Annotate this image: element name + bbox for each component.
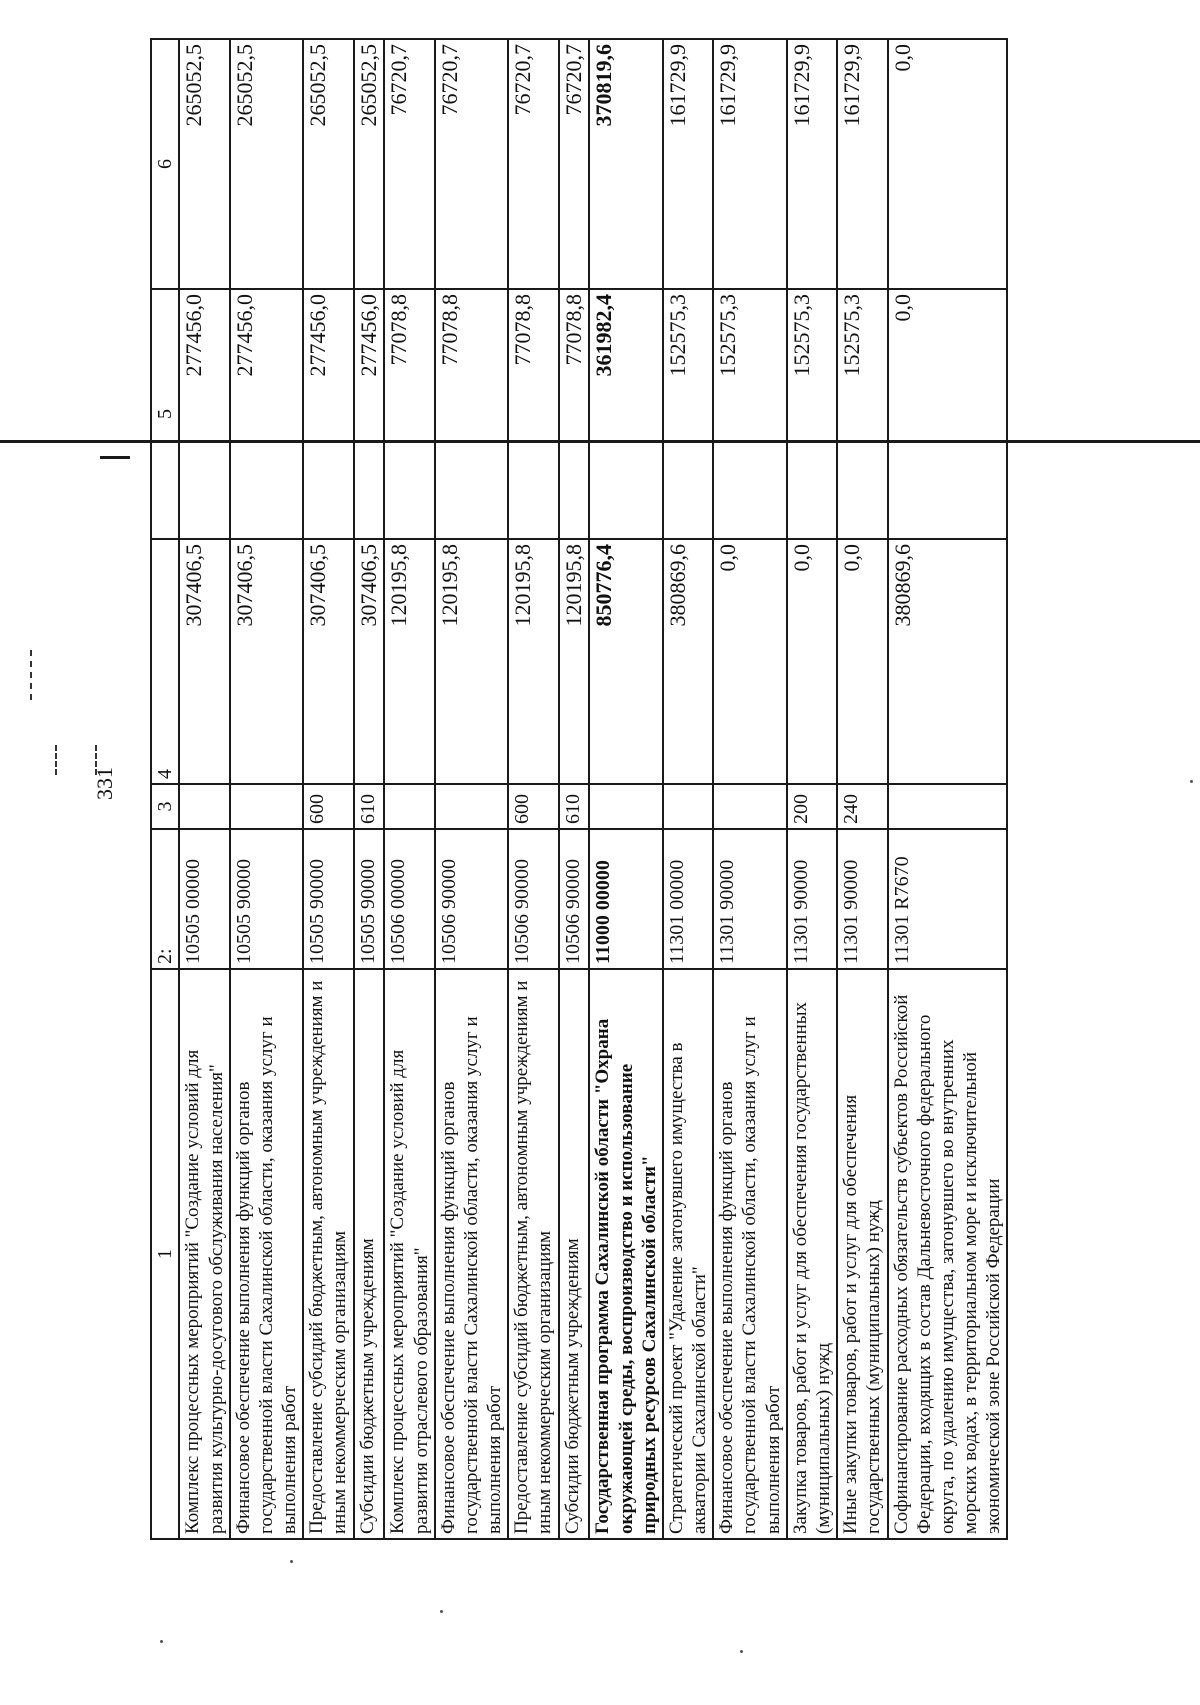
scan-artifact-dot — [160, 1640, 163, 1643]
row-expense-type-cell: 600 — [508, 784, 558, 829]
row-name-cell: Предоставление субсидий бюджетным, автономным учреждениям и иным некоммерческим организациям — [303, 969, 353, 1539]
row-amount-col5-cell: 152575,3 — [713, 289, 787, 539]
row-amount-col4-cell: 120195,8 — [435, 539, 509, 784]
row-amount-col5-cell: 77078,8 — [435, 289, 509, 539]
row-amount-col4-cell: 307406,5 — [230, 539, 304, 784]
row-amount-col5-cell: 152575,3 — [837, 289, 887, 539]
table-row — [179, 39, 229, 1539]
row-amount-col4-cell: 0,0 — [713, 539, 787, 784]
row-amount-col6-cell: 265052,5 — [354, 39, 385, 289]
table-row — [384, 39, 434, 1539]
row-amount-col6-cell: 76720,7 — [559, 39, 590, 289]
row-expense-type-cell — [384, 784, 434, 829]
scan-artifact-line — [0, 440, 1200, 443]
row-expense-type-cell: 240 — [837, 784, 887, 829]
row-expense-type-cell — [230, 784, 304, 829]
header-cell-4: 4 — [151, 539, 179, 784]
table-row — [559, 39, 590, 1539]
table-row — [508, 39, 558, 1539]
row-code-cell: 11301 90000 — [837, 829, 887, 969]
row-code-cell: 10505 90000 — [354, 829, 385, 969]
scan-artifact-line — [100, 456, 130, 459]
table-row — [303, 39, 353, 1539]
row-name-cell: Закупка товаров, работ и услуг для обеспечения государственных (муниципальных) нужд — [787, 969, 837, 1539]
row-expense-type-cell: 610 — [559, 784, 590, 829]
table-row — [230, 39, 304, 1539]
row-code-cell: 11000 00000 — [589, 829, 663, 969]
row-code-cell: 11301 90000 — [787, 829, 837, 969]
row-amount-col4-cell: 307406,5 — [354, 539, 385, 784]
row-expense-type-cell — [663, 784, 713, 829]
row-expense-type-cell — [435, 784, 509, 829]
scan-artifact-dot — [290, 1560, 293, 1563]
row-code-cell: 11301 00000 — [663, 829, 713, 969]
budget-table — [150, 38, 1008, 1540]
row-code-cell: 11301 R7670 — [888, 829, 1008, 969]
table-row — [354, 39, 385, 1539]
row-name-cell: Предоставление субсидий бюджетным, автономным учреждениям и иным некоммерческим организациям — [508, 969, 558, 1539]
row-code-cell: 10506 90000 — [508, 829, 558, 969]
row-amount-col4-cell: 850776,4 — [589, 539, 663, 784]
header-cell-6: 6 — [151, 39, 179, 289]
table-row — [713, 39, 787, 1539]
row-name-cell: Комплекс процессных мероприятий "Создание условий для развития отраслевого образования" — [384, 969, 434, 1539]
header-cell-2: 2: — [151, 829, 179, 969]
row-amount-col5-cell: 152575,3 — [787, 289, 837, 539]
row-amount-col5-cell: 277456,0 — [230, 289, 304, 539]
row-expense-type-cell: 610 — [354, 784, 385, 829]
row-name-cell: Финансовое обеспечение выполнения функций органов государственной власти Сахалинской области, оказания услуг и выполнения работ — [435, 969, 509, 1539]
row-code-cell: 10506 90000 — [559, 829, 590, 969]
row-expense-type-cell — [179, 784, 229, 829]
row-amount-col5-cell: 277456,0 — [303, 289, 353, 539]
header-row — [151, 39, 179, 1539]
scan-artifact-dot — [440, 1610, 443, 1613]
row-amount-col5-cell: 77078,8 — [508, 289, 558, 539]
row-amount-col5-cell: 77078,8 — [384, 289, 434, 539]
row-code-cell: 10505 90000 — [230, 829, 304, 969]
row-name-cell: Государственная программа Сахалинской области "Охрана окружающей среды, воспроизводство и использование природных ресурсов Сахалинской области" — [589, 969, 663, 1539]
row-expense-type-cell — [589, 784, 663, 829]
row-amount-col4-cell: 307406,5 — [303, 539, 353, 784]
rotated-page-content — [150, 40, 1005, 1540]
row-amount-col5-cell: 0,0 — [888, 289, 1008, 539]
header-cell-5: 5 — [151, 289, 179, 539]
table-row — [663, 39, 713, 1539]
row-amount-col6-cell: 161729,9 — [787, 39, 837, 289]
row-amount-col4-cell: 120195,8 — [384, 539, 434, 784]
table-row — [589, 39, 663, 1539]
row-code-cell: 10505 00000 — [179, 829, 229, 969]
row-name-cell: Комплекс процессных мероприятий "Создание условий для развития культурно-досугового обслуживания населения" — [179, 969, 229, 1539]
row-expense-type-cell — [713, 784, 787, 829]
row-amount-col6-cell: 370819,6 — [589, 39, 663, 289]
row-amount-col4-cell: 380869,6 — [888, 539, 1008, 784]
table-row — [435, 39, 509, 1539]
row-expense-type-cell — [888, 784, 1008, 829]
row-name-cell: Иные закупки товаров, работ и услуг для обеспечения государственных (муниципальных) нужд — [837, 969, 887, 1539]
row-amount-col4-cell: 120195,8 — [559, 539, 590, 784]
row-amount-col6-cell: 161729,9 — [837, 39, 887, 289]
row-code-cell: 10505 90000 — [303, 829, 353, 969]
row-amount-col5-cell: 152575,3 — [663, 289, 713, 539]
row-amount-col4-cell: 120195,8 — [508, 539, 558, 784]
row-name-cell: Субсидии бюджетным учреждениям — [559, 969, 590, 1539]
row-code-cell: 10506 90000 — [435, 829, 509, 969]
row-amount-col5-cell: 77078,8 — [559, 289, 590, 539]
row-name-cell: Софинансирование расходных обязательств субъектов Российской Федерации, входящих в состав Дальневосточного федерального округа, по удалению имущества, затонувшего во внутренних морских водах, в территориальном море и исключительной экономической зоне Российской Федерации — [888, 969, 1008, 1539]
row-amount-col6-cell: 76720,7 — [384, 39, 434, 289]
row-amount-col4-cell: 0,0 — [787, 539, 837, 784]
row-amount-col6-cell: 0,0 — [888, 39, 1008, 289]
row-amount-col6-cell: 76720,7 — [508, 39, 558, 289]
row-amount-col6-cell: 265052,5 — [230, 39, 304, 289]
row-amount-col5-cell: 361982,4 — [589, 289, 663, 539]
row-amount-col4-cell: 380869,6 — [663, 539, 713, 784]
row-amount-col6-cell: 161729,9 — [663, 39, 713, 289]
header-cell-1: 1 — [151, 969, 179, 1539]
header-cell-3: 3 — [151, 784, 179, 829]
row-amount-col5-cell: 277456,0 — [354, 289, 385, 539]
scan-artifact-dash — [55, 745, 57, 775]
row-amount-col6-cell: 265052,5 — [303, 39, 353, 289]
row-amount-col4-cell: 307406,5 — [179, 539, 229, 784]
row-amount-col6-cell: 265052,5 — [179, 39, 229, 289]
row-amount-col6-cell: 161729,9 — [713, 39, 787, 289]
scan-artifact-dot — [740, 1650, 743, 1653]
page-number: 331 — [92, 767, 117, 800]
table-row — [787, 39, 837, 1539]
row-name-cell: Субсидии бюджетным учреждениям — [354, 969, 385, 1539]
row-name-cell: Финансовое обеспечение выполнения функций органов государственной власти Сахалинской области, оказания услуг и выполнения работ — [230, 969, 304, 1539]
table-row — [888, 39, 1008, 1539]
row-name-cell: Финансовое обеспечение выполнения функций органов государственной власти Сахалинской области, оказания услуг и выполнения работ — [713, 969, 787, 1539]
table-row — [837, 39, 887, 1539]
row-amount-col5-cell: 277456,0 — [179, 289, 229, 539]
scan-artifact-dot — [1190, 780, 1193, 783]
row-code-cell: 10506 00000 — [384, 829, 434, 969]
row-amount-col4-cell: 0,0 — [837, 539, 887, 784]
row-amount-col6-cell: 76720,7 — [435, 39, 509, 289]
row-name-cell: Стратегический проект "Удаление затонувшего имущества в акватории Сахалинской области" — [663, 969, 713, 1539]
scan-artifact-dash — [30, 650, 32, 700]
row-expense-type-cell: 600 — [303, 784, 353, 829]
scan-artifact-dash — [95, 745, 97, 775]
row-code-cell: 11301 90000 — [713, 829, 787, 969]
row-expense-type-cell: 200 — [787, 784, 837, 829]
